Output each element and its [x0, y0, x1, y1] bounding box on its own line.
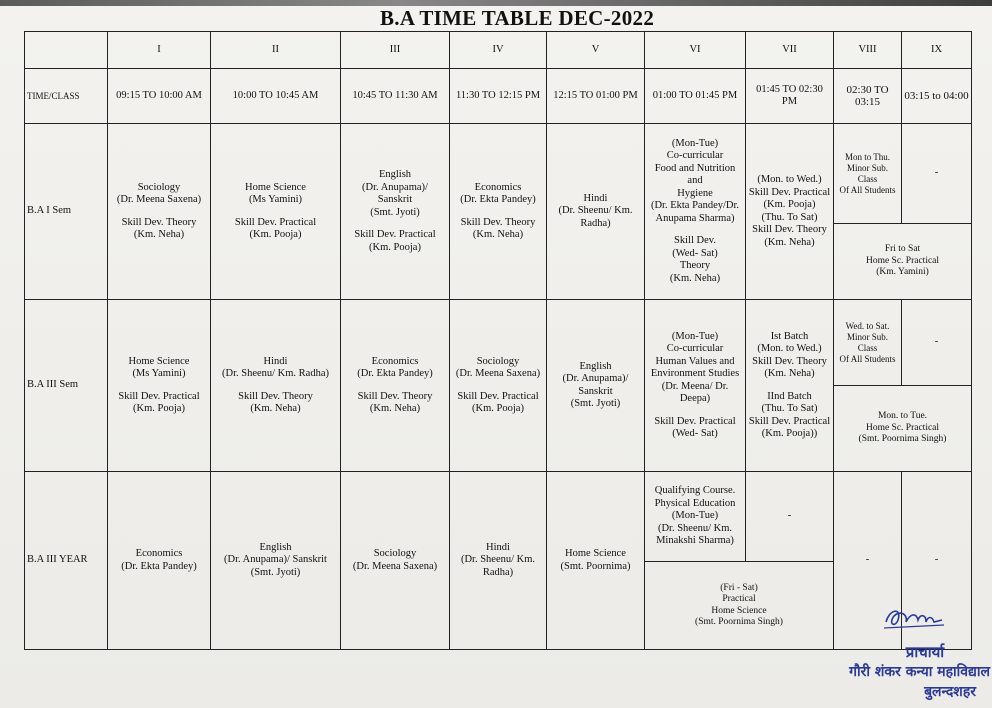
subject-cell: English (Dr. Anupama)/ Sanskrit (Smt. Jyoti): [547, 300, 645, 472]
subject-cell: (Mon-Tue) Co-curricular Human Values and Environment Studies (Dr. Meena/ Dr. Deepa) Skill Dev. Practical (Wed- Sat): [645, 300, 746, 472]
subject-cell: Economics (Dr. Ekta Pandey) Skill Dev. Theory (Km. Neha): [341, 300, 450, 472]
class-label: B.A III YEAR: [25, 472, 108, 650]
class-label: B.A III Sem: [25, 300, 108, 472]
stamp-college: गौरी शंकर कन्या महाविद्याल: [849, 664, 990, 680]
subject-cell: Sociology (Dr. Meena Saxena): [341, 472, 450, 650]
subject-cell: English (Dr. Anupama)/ Sanskrit (Smt. Jyoti): [211, 472, 341, 650]
subject-cell: Hindi (Dr. Sheenu/ Km. Radha): [450, 472, 547, 650]
stamp-city: बुलन्दशहर: [924, 684, 976, 700]
empty-cell: -: [902, 300, 972, 386]
subject-cell: (Mon. to Wed.) Skill Dev. Practical (Km. Pooja) (Thu. To Sat) Skill Dev. Theory (Km. Neha): [746, 124, 834, 300]
empty-cell: -: [902, 472, 972, 650]
timetable-sheet: [0, 6, 992, 708]
period-header: VIII: [834, 32, 902, 69]
period-header: II: [211, 32, 341, 69]
time-cell: 11:30 TO 12:15 PM: [450, 69, 547, 124]
period-header: III: [341, 32, 450, 69]
stamp-title: प्राचार्या: [905, 643, 945, 661]
subject-cell: Economics (Dr. Ekta Pandey) Skill Dev. Theory (Km. Neha): [450, 124, 547, 300]
subject-cell: Hindi (Dr. Sheenu/ Km. Radha): [547, 124, 645, 300]
period-header: IX: [902, 32, 972, 69]
time-class-label: TIME/CLASS: [25, 69, 108, 124]
subject-cell: (Mon-Tue) Co-curricular Food and Nutrition and Hygiene (Dr. Ekta Pandey/Dr. Anupama Sharma) Skill Dev. (Wed- Sat) Theory (Km. Neha): [645, 124, 746, 300]
subject-cell: Fri to Sat Home Sc. Practical (Km. Yamini): [834, 224, 972, 300]
principal-stamp: [820, 642, 990, 702]
time-cell: 09:15 TO 10:00 AM: [108, 69, 211, 124]
class-label: B.A I Sem: [25, 124, 108, 300]
subject-cell: English (Dr. Anupama)/ Sanskrit (Smt. Jyoti) Skill Dev. Practical (Km. Pooja): [341, 124, 450, 300]
empty-cell: -: [834, 472, 902, 650]
period-header: IV: [450, 32, 547, 69]
time-cell: 01:00 TO 01:45 PM: [645, 69, 746, 124]
subject-cell: Home Science (Ms Yamini) Skill Dev. Practical (Km. Pooja): [211, 124, 341, 300]
time-cell: 10:45 TO 11:30 AM: [341, 69, 450, 124]
class-row-ba-i-sem: [25, 124, 972, 224]
empty-cell: -: [746, 472, 834, 562]
subject-cell: Mon. to Tue. Home Sc. Practical (Smt. Poornima Singh): [834, 386, 972, 472]
subject-cell: Economics (Dr. Ekta Pandey): [108, 472, 211, 650]
empty-cell: -: [902, 124, 972, 224]
subject-cell: Home Science (Ms Yamini) Skill Dev. Practical (Km. Pooja): [108, 300, 211, 472]
time-cell: 02:30 TO 03:15: [834, 69, 902, 124]
period-header: VII: [746, 32, 834, 69]
subject-cell: Mon to Thu. Minor Sub. Class Of All Students: [834, 124, 902, 224]
time-cell: 12:15 TO 01:00 PM: [547, 69, 645, 124]
corner-cell: [25, 32, 108, 69]
time-row: [25, 69, 972, 124]
subject-cell: Ist Batch (Mon. to Wed.) Skill Dev. Theory (Km. Neha) IInd Batch (Thu. To Sat) Skill Dev. Practical (Km. Pooja)): [746, 300, 834, 472]
subject-cell: Home Science (Smt. Poornima): [547, 472, 645, 650]
timetable: [24, 31, 972, 650]
subject-cell: Qualifying Course. Physical Education (Mon-Tue) (Dr. Sheenu/ Km. Minakshi Sharma): [645, 472, 746, 562]
subject-cell: (Fri - Sat) Practical Home Science (Smt. Poornima Singh): [645, 562, 834, 650]
time-cell: 03:15 to 04:00: [902, 69, 972, 124]
period-header: I: [108, 32, 211, 69]
subject-cell: Sociology (Dr. Meena Saxena) Skill Dev. Theory (Km. Neha): [108, 124, 211, 300]
subject-cell: Wed. to Sat. Minor Sub. Class Of All Students: [834, 300, 902, 386]
time-cell: 01:45 TO 02:30 PM: [746, 69, 834, 124]
period-header: V: [547, 32, 645, 69]
class-row-ba-iii-year: [25, 472, 972, 562]
principal-signature: [880, 602, 950, 636]
subject-cell: Sociology (Dr. Meena Saxena) Skill Dev. Practical (Km. Pooja): [450, 300, 547, 472]
period-header-row: [25, 32, 972, 69]
class-row-ba-iii-sem: [25, 300, 972, 386]
subject-cell: Hindi (Dr. Sheenu/ Km. Radha) Skill Dev. Theory (Km. Neha): [211, 300, 341, 472]
period-header: VI: [645, 32, 746, 69]
time-cell: 10:00 TO 10:45 AM: [211, 69, 341, 124]
page-title: B.A TIME TABLE DEC-2022: [380, 6, 655, 30]
